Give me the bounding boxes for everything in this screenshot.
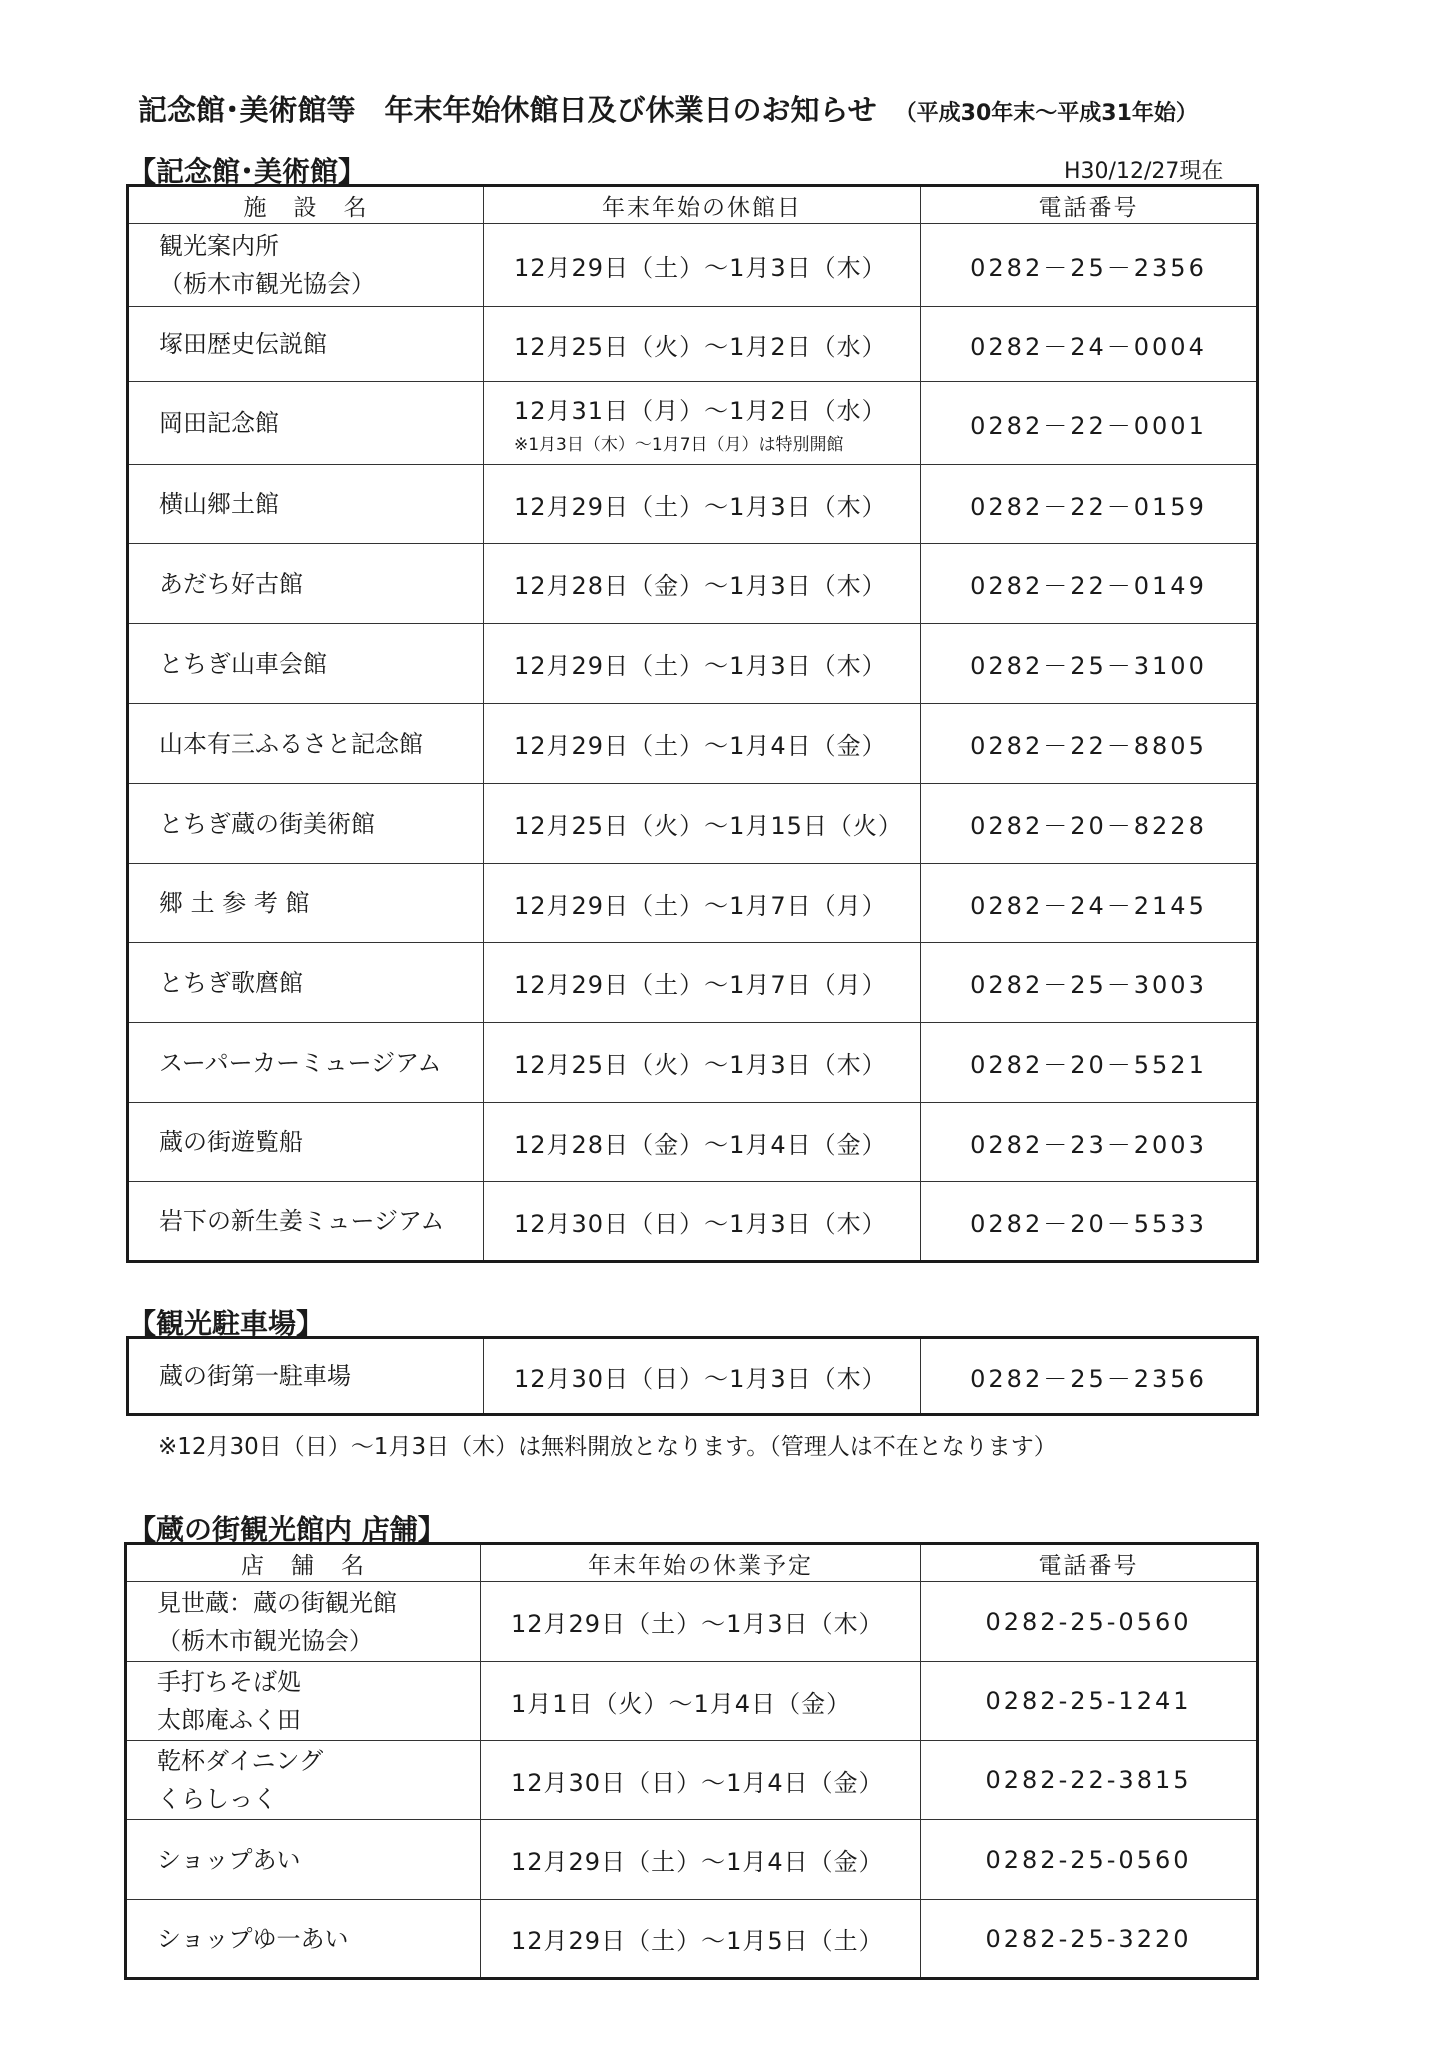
phone-number: 0282-25-3220: [921, 1900, 1258, 1979]
table-row: [126, 1900, 1258, 1979]
closed-period-text: 12月29日（土）～1月5日（土）: [511, 1927, 884, 1955]
column-header-shop: 店 舗 名: [126, 1544, 481, 1582]
special-opening-note: ※1月3日（木）～1月7日（月）は特別開館: [514, 435, 844, 455]
closed-period-text: 12月28日（金）～1月4日（金）: [514, 1130, 887, 1159]
closed-period-text: 12月25日（火）～1月2日（水）: [514, 332, 887, 361]
phone-number: 0282－20－5533: [921, 1182, 1258, 1262]
closed-period-text: 12月29日（土）～1月7日（月）: [514, 891, 887, 920]
column-header-phone: 電話番号: [921, 1544, 1258, 1582]
facility-name: 蔵の街第一駐車場: [128, 1338, 484, 1415]
table-row: [128, 704, 1258, 784]
facility-name: 蔵の街遊覧船: [128, 1103, 484, 1182]
phone-number: 0282－22－8805: [921, 704, 1258, 784]
phone-number: 0282－22－0159: [921, 465, 1258, 544]
column-header-holiday-schedule: 年末年始の休業予定: [481, 1544, 921, 1582]
facility-name: 岡田記念館: [128, 382, 484, 465]
column-header-closed-days: 年末年始の休館日: [484, 186, 921, 224]
closed-period-text: 1月1日（火）～1月4日（金）: [511, 1689, 852, 1718]
parking-note: ※12月30日（日）～1月3日（木）は無料開放となります。（管理人は不在となります）: [158, 1434, 1057, 1460]
facility-name: 山本有三ふるさと記念館: [128, 704, 484, 784]
shops-table: [124, 1542, 1259, 1980]
closed-period: [484, 704, 921, 784]
facility-name: 横山郷土館: [128, 465, 484, 544]
phone-number: 0282－22－0149: [921, 544, 1258, 624]
facility-name: 郷 土 参 考 館: [128, 864, 484, 943]
phone-number: 0282－25－3003: [921, 943, 1258, 1023]
closed-period-text: 12月29日（土）～1月4日（金）: [514, 732, 887, 760]
table-row: [128, 307, 1258, 382]
facility-name: とちぎ歌麿館: [128, 943, 484, 1023]
closed-period: [481, 1900, 921, 1979]
closed-period: [481, 1582, 921, 1662]
closed-period-text: 12月31日（月）～1月2日（水）: [514, 397, 887, 425]
as-of-date: H30/12/27現在: [1064, 159, 1224, 184]
closed-period-text: 12月29日（土）～1月4日（金）: [511, 1848, 884, 1876]
closed-period: [484, 465, 921, 544]
phone-number: 0282－22－0001: [921, 382, 1258, 465]
facility-name: あだち好古館: [128, 544, 484, 624]
facility-name: とちぎ山車会館: [128, 624, 484, 704]
table-row: [126, 1741, 1258, 1820]
closed-period-text: 12月29日（土）～1月3日（木）: [514, 652, 887, 680]
table-row: [128, 784, 1258, 864]
closed-period: [484, 1182, 921, 1262]
closed-period: [484, 382, 921, 465]
table-row: [128, 544, 1258, 624]
facility-name: ショップゆ一あい: [126, 1900, 481, 1979]
title-main: 記念館･美術館等 年末年始休館日及び休業日のお知らせ: [138, 93, 877, 127]
table-row: [126, 1582, 1258, 1662]
closed-period-text: 12月29日（土）～1月3日（木）: [514, 253, 887, 282]
closed-period-text: 12月29日（土）～1月7日（月）: [514, 971, 887, 999]
closed-period: [484, 1023, 921, 1103]
parking-table: [126, 1336, 1259, 1416]
parking-heading: 【観光駐車場】: [128, 1307, 325, 1340]
closed-period: [484, 864, 921, 943]
closed-period-text: 12月30日（日）～1月3日（木）: [514, 1209, 887, 1238]
phone-number: 0282－23－2003: [921, 1103, 1258, 1182]
table-row: [128, 943, 1258, 1023]
closed-period: [481, 1662, 921, 1741]
closed-period: [484, 1103, 921, 1182]
table-row: [128, 1103, 1258, 1182]
facility-name: 手打ちそば処 太郎庵ふく田: [126, 1662, 481, 1741]
table-row: [128, 465, 1258, 544]
facility-name: スーパーカーミュージアム: [128, 1023, 484, 1103]
closed-period-text: 12月25日（火）～1月15日（火）: [514, 812, 903, 840]
table-row: [128, 1182, 1258, 1262]
facility-name: とちぎ蔵の街美術館: [128, 784, 484, 864]
closed-period: [481, 1741, 921, 1820]
table-header-row: [126, 1544, 1258, 1582]
phone-number: 0282－24－2145: [921, 864, 1258, 943]
phone-number: 0282－25－2356: [921, 1338, 1258, 1415]
facility-name: 塚田歴史伝説館: [128, 307, 484, 382]
table-row: [126, 1820, 1258, 1900]
closed-period: [481, 1820, 921, 1900]
closed-period: [484, 1338, 921, 1415]
phone-number: 0282-25-0560: [921, 1820, 1258, 1900]
page-title: [138, 88, 1338, 129]
closed-period-text: 12月25日（火）～1月3日（木）: [514, 1051, 887, 1079]
phone-number: 0282－25－3100: [921, 624, 1258, 704]
closed-period: [484, 544, 921, 624]
facility-name: ショップあい: [126, 1820, 481, 1900]
column-header-facility: 施 設 名: [128, 186, 484, 224]
closed-period: [484, 784, 921, 864]
table-row: [128, 1338, 1258, 1415]
table-row: [128, 382, 1258, 465]
phone-number: 0282-25-1241: [921, 1662, 1258, 1741]
closed-period: [484, 307, 921, 382]
table-header-row: [128, 186, 1258, 224]
closed-period-text: 12月29日（土）～1月3日（木）: [511, 1610, 884, 1638]
facility-name: 観光案内所 （栃木市観光協会）: [128, 224, 484, 307]
table-row: [128, 224, 1258, 307]
table-row: [128, 864, 1258, 943]
facility-name: 見世蔵：蔵の街観光館 （栃木市観光協会）: [126, 1582, 481, 1662]
phone-number: 0282－24－0004: [921, 307, 1258, 382]
phone-number: 0282－20－5521: [921, 1023, 1258, 1103]
closed-period: [484, 624, 921, 704]
museums-table: [126, 184, 1259, 1263]
closed-period-text: 12月30日（日）～1月3日（木）: [514, 1364, 887, 1393]
closed-period: [484, 943, 921, 1023]
facility-name: 岩下の新生姜ミュージアム: [128, 1182, 484, 1262]
table-row: [128, 1023, 1258, 1103]
phone-number: 0282-22-3815: [921, 1741, 1258, 1820]
shops-heading: 【蔵の街観光館内 店舗】: [128, 1513, 446, 1546]
column-header-phone: 電話番号: [921, 186, 1258, 224]
title-subtitle: （平成30年末～平成31年始）: [894, 101, 1198, 126]
phone-number: 0282－25－2356: [921, 224, 1258, 307]
facility-name: 乾杯ダイニング くらしっく: [126, 1741, 481, 1820]
phone-number: 0282－20－8228: [921, 784, 1258, 864]
closed-period: [484, 224, 921, 307]
table-row: [128, 624, 1258, 704]
museums-heading: 【記念館･美術館】: [128, 155, 367, 188]
closed-period-text: 12月29日（土）～1月3日（木）: [514, 492, 887, 521]
closed-period-text: 12月30日（日）～1月4日（金）: [511, 1768, 884, 1797]
table-row: [126, 1662, 1258, 1741]
closed-period-text: 12月28日（金）～1月3日（木）: [514, 572, 887, 600]
phone-number: 0282-25-0560: [921, 1582, 1258, 1662]
